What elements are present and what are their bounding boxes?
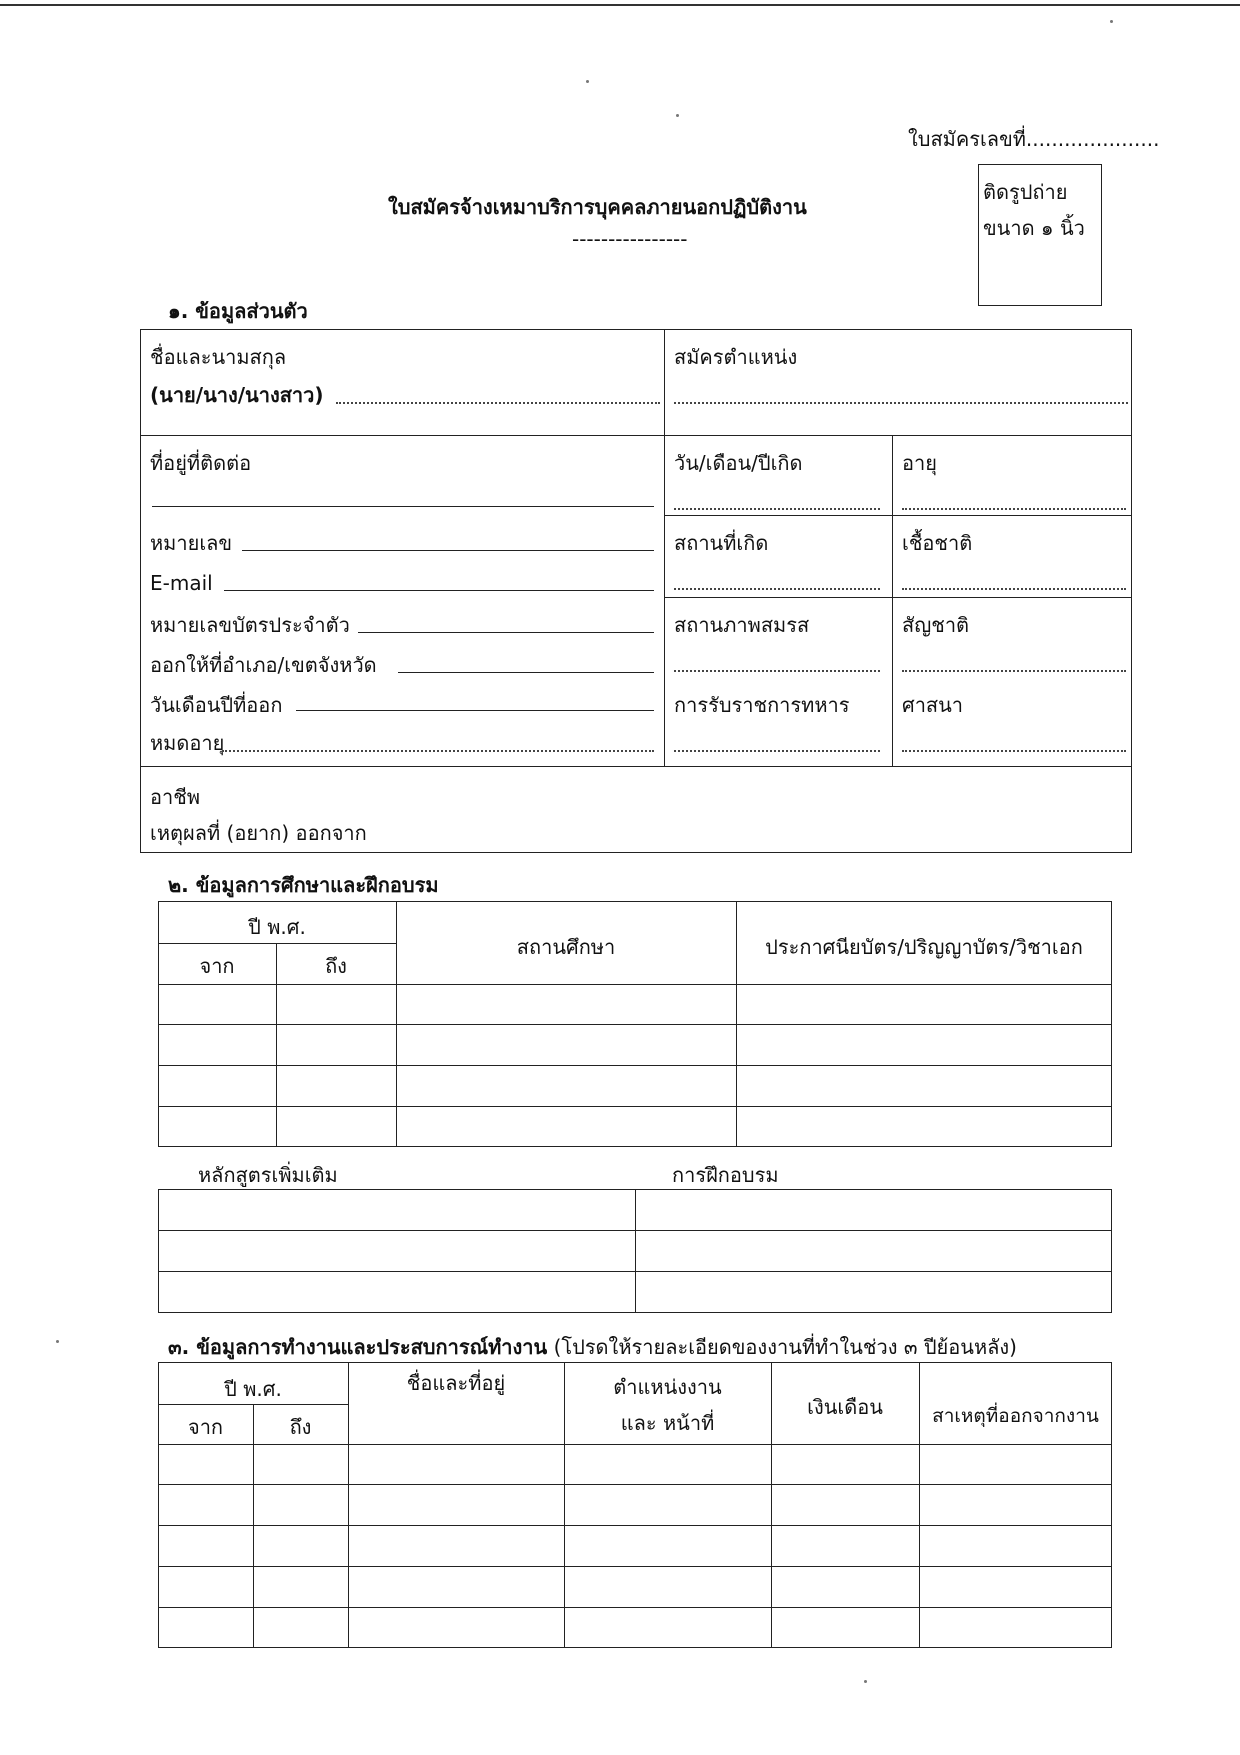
address-field[interactable] — [152, 506, 654, 507]
email-field[interactable] — [224, 590, 654, 591]
marital-status-field[interactable] — [674, 670, 880, 672]
phone-label: หมายเลข — [150, 531, 233, 555]
row-divider — [158, 1607, 1112, 1608]
row-divider — [158, 1230, 1112, 1231]
nationality-field[interactable] — [902, 670, 1126, 672]
birthplace-field[interactable] — [674, 588, 880, 590]
work-to-header: ถึง — [289, 1415, 312, 1439]
age-field[interactable] — [902, 508, 1126, 510]
idcard-field[interactable] — [358, 632, 654, 633]
nationality-label: สัญชาติ — [902, 613, 970, 637]
row-divider — [158, 1404, 348, 1405]
application-number-label: ใบสมัครเลขที่..................... — [908, 127, 1160, 151]
job-position-header-1: ตำแหน่งงาน — [613, 1375, 722, 1399]
name-prefix-label: (นาย/นาง/นางสาว) — [150, 383, 324, 407]
issue-date-label: วันเดือนปีที่ออก — [150, 693, 283, 717]
military-service-label: การรับราชการทหาร — [674, 693, 850, 717]
birthdate-label: วัน/เดือน/ปีเกิด — [674, 451, 803, 475]
race-field[interactable] — [902, 588, 1126, 590]
issue-date-field[interactable] — [296, 710, 654, 711]
row-divider — [158, 1271, 1112, 1272]
col-divider — [635, 1189, 636, 1313]
row-divider — [140, 766, 1132, 767]
personal-info-table — [140, 329, 1132, 853]
position-label: สมัครตำแหน่ง — [674, 345, 798, 369]
expiry-field[interactable] — [222, 750, 654, 752]
row-divider — [158, 1024, 1112, 1025]
birthplace-label: สถานที่เกิด — [674, 531, 769, 555]
col-divider — [664, 329, 665, 766]
birthdate-field[interactable] — [674, 508, 880, 510]
row-divider — [158, 1444, 1112, 1445]
section3-heading: ๓. ข้อมูลการทำงานและประสบการณ์ทำงาน — [168, 1335, 548, 1359]
row-divider — [664, 597, 1132, 598]
scan-top-border — [0, 4, 1240, 6]
name-address-header: ชื่อและที่อยู่ — [406, 1371, 506, 1395]
salary-header: เงินเดือน — [807, 1395, 883, 1419]
leave-reason-label: เหตุผลที่ (อยาก) ออกจาก — [150, 821, 367, 845]
row-divider — [158, 1065, 1112, 1066]
work-year-header: ปี พ.ศ. — [224, 1377, 282, 1401]
scan-speck — [586, 80, 589, 83]
photo-label-1: ติดรูปถ่าย — [983, 180, 1068, 204]
col-divider — [348, 1362, 349, 1648]
position-field[interactable] — [674, 402, 1128, 404]
scan-speck — [676, 114, 679, 117]
work-from-header: จาก — [187, 1415, 224, 1439]
training-label: การฝึกอบรม — [672, 1163, 779, 1187]
name-field[interactable] — [336, 402, 660, 404]
expiry-label: หมดอายุ — [150, 731, 225, 755]
section3-heading-block — [168, 1336, 1017, 1359]
section3-note: (โปรดให้รายละเอียดของงานที่ทำในช่วง ๓ ปีย้อนหลัง) — [553, 1335, 1017, 1359]
edu-from-header: จาก — [199, 954, 235, 978]
institution-header: สถานศึกษา — [516, 935, 616, 959]
photo-box — [978, 164, 1102, 306]
row-divider — [158, 1106, 1112, 1107]
edu-year-header: ปี พ.ศ. — [248, 915, 306, 939]
form-title: ใบสมัครจ้างเหมาบริการบุคคลภายนอกปฏิบัติงาน — [388, 195, 807, 219]
photo-label-2: ขนาด ๑ นิ้ว — [983, 216, 1085, 240]
religion-field[interactable] — [902, 750, 1126, 752]
issued-at-label: ออกให้ที่อำเภอ/เขตจังหวัด — [150, 653, 377, 677]
section1-heading: ๑. ข้อมูลส่วนตัว — [168, 299, 308, 323]
leave-reason-header: สาเหตุที่ออกจากงาน — [932, 1405, 1099, 1427]
email-label: E-mail — [150, 571, 213, 595]
occupation-label: อาชีพ — [150, 785, 200, 809]
phone-field[interactable] — [242, 550, 654, 551]
idcard-label: หมายเลขบัตรประจำตัว — [150, 613, 350, 637]
col-divider — [892, 435, 893, 766]
degree-header: ประกาศนียบัตร/ปริญญาบัตร/วิชาเอก — [765, 935, 1083, 959]
edu-to-header: ถึง — [325, 954, 347, 978]
row-divider — [158, 1566, 1112, 1567]
religion-label: ศาสนา — [902, 693, 964, 717]
extra-course-label: หลักสูตรเพิ่มเติม — [198, 1163, 338, 1187]
age-label: อายุ — [902, 451, 937, 475]
address-label: ที่อยู่ที่ติดต่อ — [150, 451, 252, 475]
scan-speck — [1110, 20, 1113, 23]
issued-at-field[interactable] — [398, 672, 654, 673]
col-divider — [564, 1362, 565, 1648]
col-divider — [253, 1404, 254, 1648]
race-label: เชื้อชาติ — [902, 531, 973, 555]
marital-status-label: สถานภาพสมรส — [674, 613, 810, 637]
row-divider — [158, 943, 396, 944]
row-divider — [140, 435, 1132, 436]
row-divider — [158, 984, 1112, 985]
row-divider — [158, 1525, 1112, 1526]
section2-heading: ๒. ข้อมูลการศึกษาและฝึกอบรม — [168, 873, 439, 897]
name-label: ชื่อและนามสกุล — [150, 345, 287, 369]
scan-speck — [56, 1340, 59, 1343]
row-divider — [664, 515, 1132, 516]
military-service-field[interactable] — [674, 750, 880, 752]
title-underline: ---------------- — [572, 227, 688, 251]
col-divider — [919, 1362, 920, 1648]
job-position-header-2: และ หน้าที่ — [620, 1411, 715, 1435]
scan-speck — [864, 1680, 867, 1683]
row-divider — [158, 1484, 1112, 1485]
